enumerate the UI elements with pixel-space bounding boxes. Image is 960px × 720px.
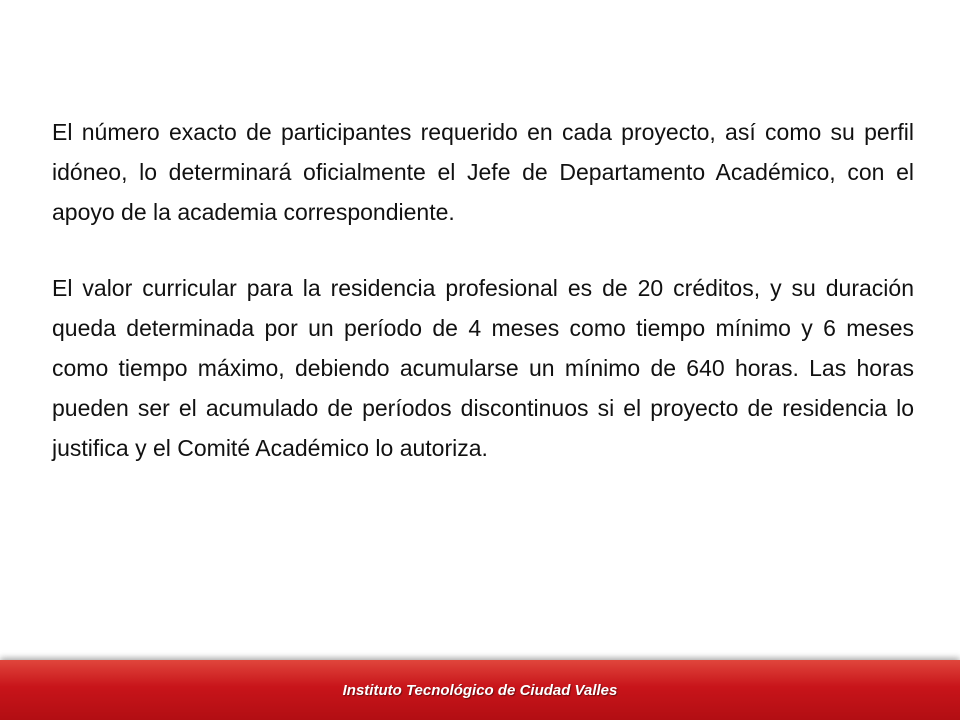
paragraph-curricular-value: El valor curricular para la residencia profesional es de 20 créditos, y su duración queda determinada por un período de 4 meses como tiempo mínimo y 6 meses como tiempo máximo, debiendo acumularse un mínimo de 640 horas. Las horas pueden ser el acumulado de períodos discontinuos si el proyecto de residencia lo justifica y el Comité Académico lo autoriza. [52, 275, 914, 461]
slide-content [52, 112, 914, 468]
footer-bar [0, 660, 960, 720]
footer-institution-name: Instituto Tecnológico de Ciudad Valles [342, 681, 618, 699]
paragraph-participants: El número exacto de participantes requerido en cada proyecto, así como su perfil idóneo, lo determinará oficialmente el Jefe de Departamento Académico, con el apoyo de la academia correspondiente. [52, 119, 914, 225]
